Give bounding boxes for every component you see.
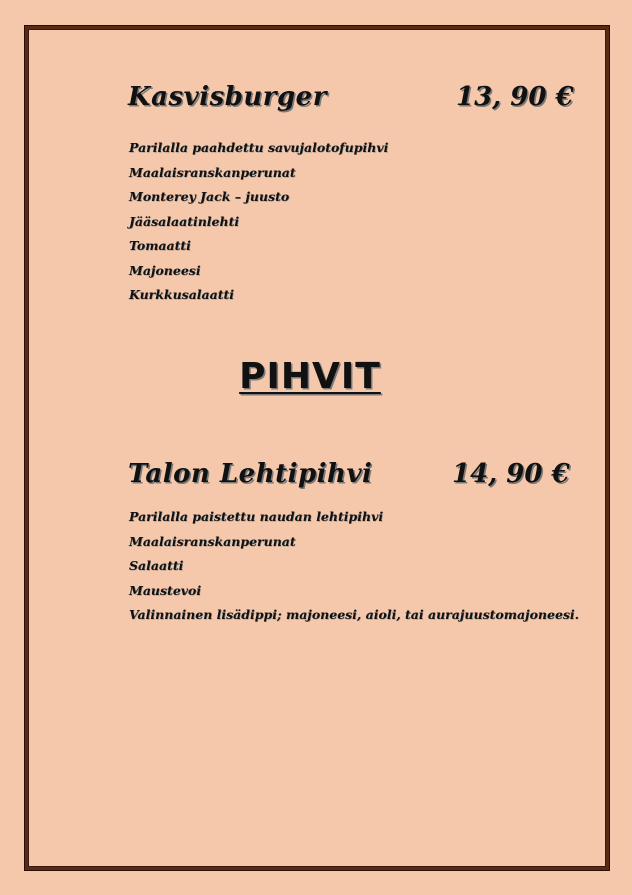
ingredient-list-kasvisburger (129, 136, 388, 308)
ingredient-item: Monterey Jack – juusto (129, 189, 290, 204)
section-heading-text: PIHVIT (239, 356, 381, 397)
ingredient-item: Jääsalaatinlehti (129, 213, 240, 229)
ingredient-item: Parilalla paistettu naudan lehtipihvi (129, 509, 384, 524)
section-heading (0, 356, 626, 397)
ingredient-item: Maalaisranskanperunat (129, 164, 296, 180)
item-price-talon-lehtipihvi: 14, 90 € (452, 459, 570, 489)
item-title-kasvisburger: Kasvisburger (128, 82, 327, 112)
item-price-kasvisburger: 13, 90 € (456, 82, 574, 112)
ingredient-item: Salaatti (129, 558, 184, 573)
ingredient-item: Tomaatti (129, 238, 191, 253)
ingredient-list-talon-lehtipihvi (129, 505, 579, 628)
ingredient-item: Maustevoi (129, 582, 202, 598)
ingredient-item: Parilalla paahdettu savujalotofupihvi (129, 140, 389, 155)
ingredient-item: Valinnainen lisädippi; majoneesi, aioli, tai aurajuustomajoneesi. (129, 607, 580, 622)
ingredient-item: Maalaisranskanperunat (129, 533, 296, 549)
ingredient-item: Kurkkusalaatti (129, 287, 235, 302)
ingredient-item: Majoneesi (129, 262, 201, 278)
item-title-talon-lehtipihvi: Talon Lehtipihvi (128, 459, 373, 489)
